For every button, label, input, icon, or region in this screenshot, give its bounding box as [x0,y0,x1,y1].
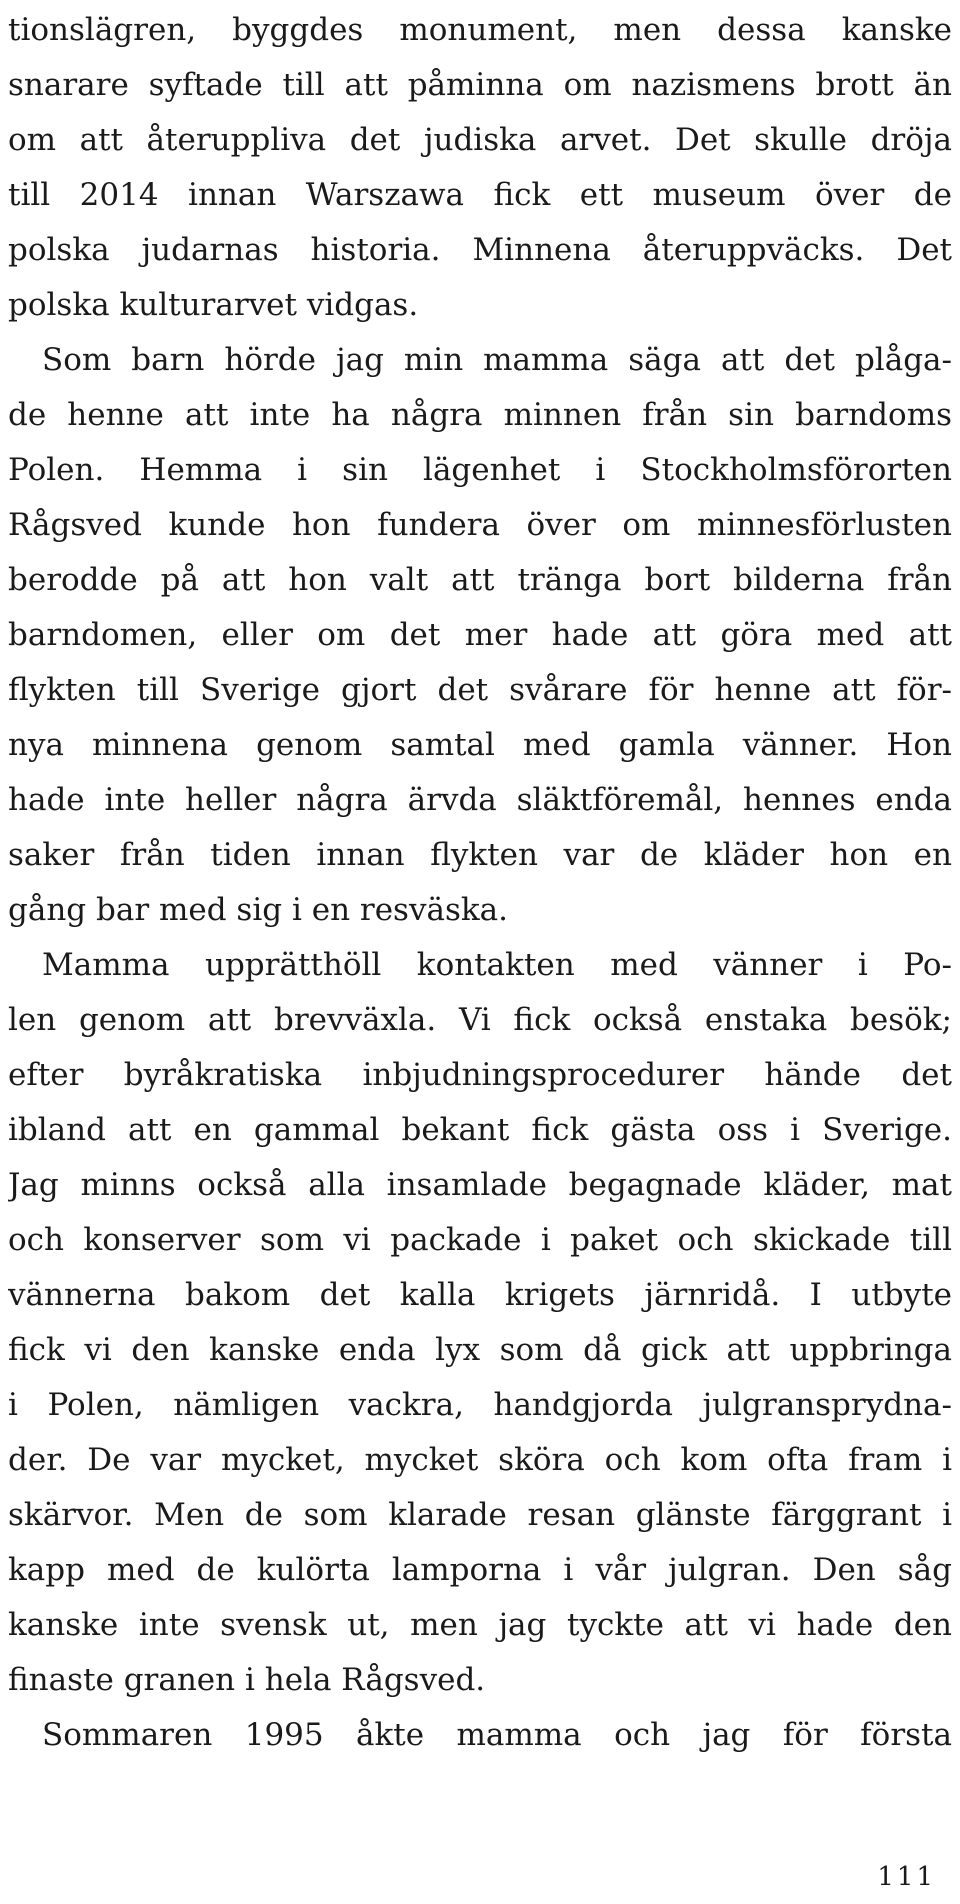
text-line: hade inte heller några ärvda släktföremål, hennes enda [8,782,952,818]
text-line: Rågsved kunde hon fundera över om minnesförlusten [8,507,952,543]
text-line: ibland att en gammal bekant fick gästa oss i Sverige. [8,1112,952,1148]
text-line: saker från tiden innan flykten var de kläder hon en [8,837,952,873]
text-line: Polen. Hemma i sin lägenhet i Stockholmsförorten [8,452,952,488]
text-line: till 2014 innan Warszawa fick ett museum över de [8,177,952,213]
text-line: Mamma upprätthöll kontakten med vänner i Po- [42,947,952,983]
text-line: i Polen, nämligen vackra, handgjorda julgransprydna- [8,1387,952,1423]
text-line: tionslägren, byggdes monument, men dessa kanske [8,12,952,48]
text-line: der. De var mycket, mycket sköra och kom ofta fram i [8,1442,952,1478]
text-line: efter byråkratiska inbjudningsprocedurer hände det [8,1057,952,1093]
text-line: flykten till Sverige gjort det svårare för henne att för- [8,672,952,708]
text-line: fick vi den kanske enda lyx som då gick att uppbringa [8,1332,952,1368]
text-line: Jag minns också alla insamlade begagnade kläder, mat [8,1167,952,1203]
text-line: snarare syftade till att påminna om nazismens brott än [8,67,952,103]
text-line: och konserver som vi packade i paket och skickade till [8,1222,952,1258]
text-line: polska kulturarvet vidgas. [8,287,419,323]
text-line: polska judarnas historia. Minnena återuppväcks. Det [8,232,952,268]
text-line: Sommaren 1995 åkte mamma och jag för första [42,1717,952,1753]
text-line: gång bar med sig i en resväska. [8,892,508,928]
text-line: berodde på att hon valt att tränga bort bilderna från [8,562,952,598]
text-line: vännerna bakom det kalla krigets järnridå. I utbyte [8,1277,952,1313]
text-line: skärvor. Men de som klarade resan glänste färggrant i [8,1497,952,1533]
text-line: nya minnena genom samtal med gamla vänner. Hon [8,727,952,763]
text-line: len genom att brevväxla. Vi fick också enstaka besök; [8,1002,952,1038]
page-number: 111 [877,1862,936,1892]
text-line: barndomen, eller om det mer hade att göra med att [8,617,952,653]
text-line: Som barn hörde jag min mamma säga att det plåga- [42,342,952,378]
text-line: finaste granen i hela Rågsved. [8,1662,486,1698]
text-line: de henne att inte ha några minnen från sin barndoms [8,397,952,433]
text-line: kapp med de kulörta lamporna i vår julgran. Den såg [8,1552,952,1588]
text-line: kanske inte svensk ut, men jag tyckte att vi hade den [8,1607,952,1643]
text-line: om att återuppliva det judiska arvet. Det skulle dröja [8,122,952,158]
